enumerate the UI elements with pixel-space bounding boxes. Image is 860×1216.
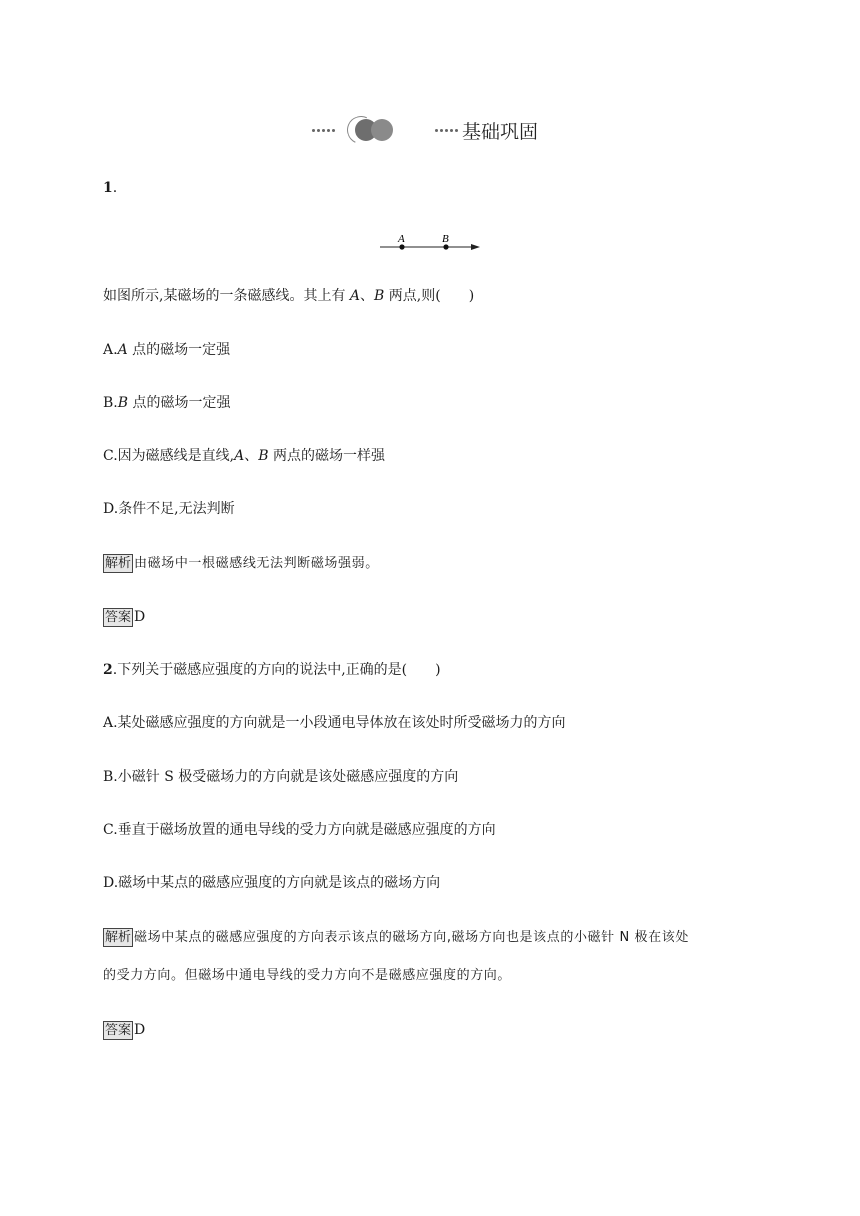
question-1-analysis: 解析 由磁场中一根磁感线无法判断磁场强弱。 — [105, 555, 379, 571]
analysis-tag: 解析 — [105, 929, 132, 945]
question-2-option-a: A.某处磁感应强度的方向就是一小段通电导体放在该处时所受磁场力的方向 — [103, 715, 566, 731]
point-a-dot — [399, 244, 404, 249]
answer-tag: 答案 — [105, 1022, 132, 1038]
question-2-stem: 2.下列关于磁感应强度的方向的说法中,正确的是( ) — [103, 662, 441, 678]
dots-decoration-left — [312, 125, 337, 136]
question-2-option-b: B.小磁针 S 极受磁场力的方向就是该处磁感应强度的方向 — [103, 769, 459, 785]
section-header — [312, 114, 538, 146]
question-2-analysis-line-2: 的受力方向。但磁场中通电导线的受力方向不是磁感应强度的方向。 — [103, 968, 512, 983]
question-1-option-a: A.A 点的磁场一定强 — [103, 342, 231, 358]
question-1-stem: 如图所示,某磁场的一条磁感线。其上有 A、B 两点,则( ) — [103, 288, 475, 304]
question-1-option-d: D.条件不足,无法判断 — [103, 501, 235, 517]
circles-logo-icon — [345, 116, 405, 144]
magnetic-field-line-figure — [378, 230, 488, 260]
question-1-option-c: C.因为磁感线是直线,A、B 两点的磁场一样强 — [103, 448, 385, 464]
question-1-number: 1. — [103, 180, 118, 196]
question-2-option-c: C.垂直于磁场放置的通电导线的受力方向就是磁感应强度的方向 — [103, 822, 496, 838]
question-1-option-b: B.B 点的磁场一定强 — [103, 395, 231, 411]
arrow-head-icon — [471, 244, 480, 250]
question-2-analysis-line-1: 解析 磁场中某点的磁感应强度的方向表示该点的磁场方向,磁场方向也是该点的小磁针 N 极在该处 — [105, 929, 689, 945]
dots-decoration-right — [435, 125, 460, 136]
point-b-label: B — [442, 233, 449, 245]
analysis-tag: 解析 — [105, 555, 132, 571]
point-b-dot — [443, 244, 448, 249]
question-2-option-d: D.磁场中某点的磁感应强度的方向就是该点的磁场方向 — [103, 875, 441, 891]
question-2-answer: 答案 D — [105, 1022, 146, 1038]
section-title: 基础巩固 — [462, 120, 539, 143]
point-a-label: A — [398, 233, 405, 245]
question-1-answer: 答案 D — [105, 609, 146, 625]
answer-tag: 答案 — [105, 609, 132, 625]
